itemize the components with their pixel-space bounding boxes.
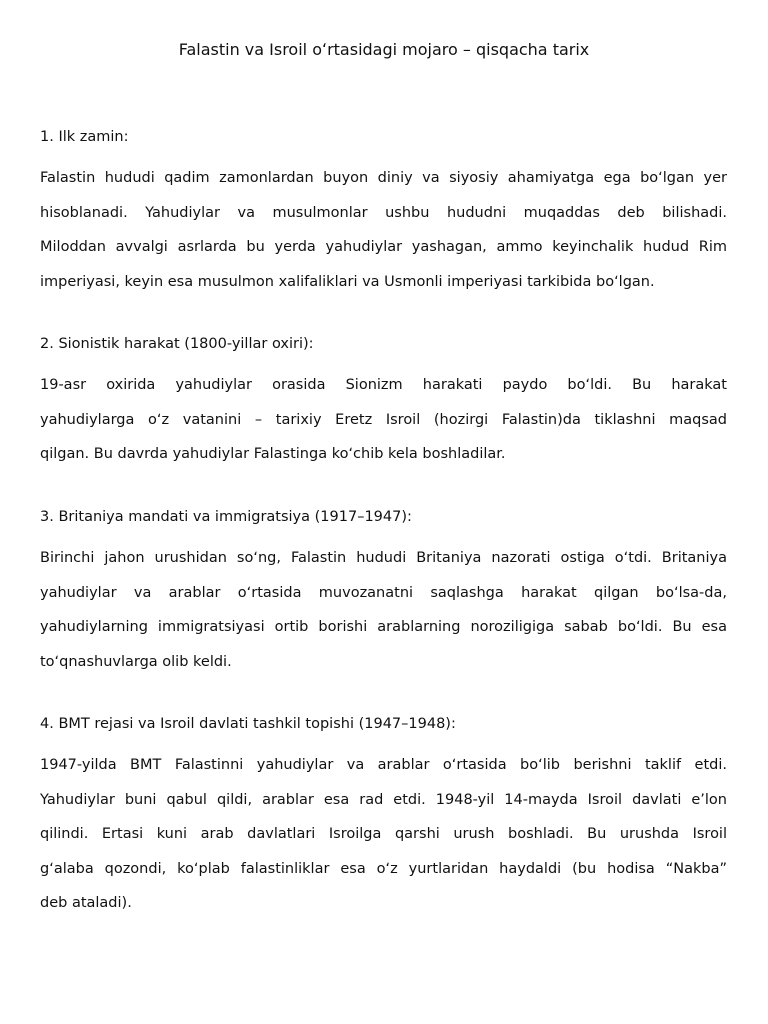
section-ilk-zamin [40, 127, 727, 299]
paragraph-line: hisoblanadi. Yahudiylar va musulmonlar ushbu hududni muqaddas deb bilishadi. [40, 204, 727, 221]
paragraph-line: toʻqnashuvlarga olib keldi. [40, 653, 232, 670]
paragraph-line: yahudiylarning immigratsiyasi ortib borishi arablarning noroziligiga sabab boʻldi. Bu esa [40, 619, 727, 635]
section-britaniya-mandati [40, 507, 727, 679]
section-paragraph [40, 368, 727, 472]
section-bmt-rejasi [40, 714, 727, 921]
section-heading: 4. BMT rejasi va Isroil davlati tashkil topishi (1947–1948): [40, 716, 456, 732]
paragraph-line: deb ataladi). [40, 895, 132, 911]
paragraph-line: gʻalaba qozondi, koʻplab falastinliklar esa oʻz yurtlaridan haydaldi (bu hodisa “Nakba” [40, 860, 727, 877]
section-paragraph [40, 748, 727, 921]
section-heading: 3. Britaniya mandati va immigratsiya (1917–1947): [40, 509, 412, 525]
document-title: Falastin va Isroil oʻrtasidagi mojaro – qisqacha tarix [178, 40, 590, 59]
paragraph-line: Miloddan avvalgi asrlarda bu yerda yahudiylar yashagan, ammo keyinchalik hudud Rim [40, 239, 727, 255]
paragraph-line: Falastin hududi qadim zamonlardan buyon diniy va siyosiy ahamiyatga ega boʻlgan yer [40, 170, 727, 186]
paragraph-line: Yahudiylar buni qabul qildi, arablar esa rad etdi. 1948-yil 14-mayda Isroil davlati e’lon [40, 791, 727, 808]
paragraph-line: qilindi. Ertasi kuni arab davlatlari Isroilga qarshi urush boshladi. Bu urushda Isroil [40, 826, 727, 842]
section-heading: 2. Sionistik harakat (1800-yillar oxiri): [40, 336, 314, 352]
paragraph-line: yahudiylar va arablar oʻrtasida muvozanatni saqlashga harakat qilgan boʻlsa-da, [40, 584, 727, 601]
paragraph-line: yahudiylarga oʻz vatanini – tarixiy Eretz Isroil (hozirgi Falastin)da tiklashni maqsad [40, 411, 727, 428]
paragraph-line: 1947-yilda BMT Falastinni yahudiylar va arablar oʻrtasida boʻlib berishni taklif etdi. [40, 757, 727, 773]
paragraph-line: imperiyasi, keyin esa musulmon xalifaliklari va Usmonli imperiyasi tarkibida boʻlgan. [40, 273, 655, 290]
section-paragraph [40, 161, 727, 299]
paragraph-line: qilgan. Bu davrda yahudiylar Falastinga koʻchib kela boshladilar. [40, 446, 506, 462]
paragraph-line: 19-asr oxirida yahudiylar orasida Sionizm harakati paydo boʻldi. Bu harakat [40, 377, 727, 393]
section-heading: 1. Ilk zamin: [40, 129, 129, 145]
section-sionistik-harakat [40, 334, 727, 472]
paragraph-line: Birinchi jahon urushidan soʻng, Falastin hududi Britaniya nazorati ostiga oʻtdi. Britaniya [40, 550, 727, 566]
section-paragraph [40, 541, 727, 679]
